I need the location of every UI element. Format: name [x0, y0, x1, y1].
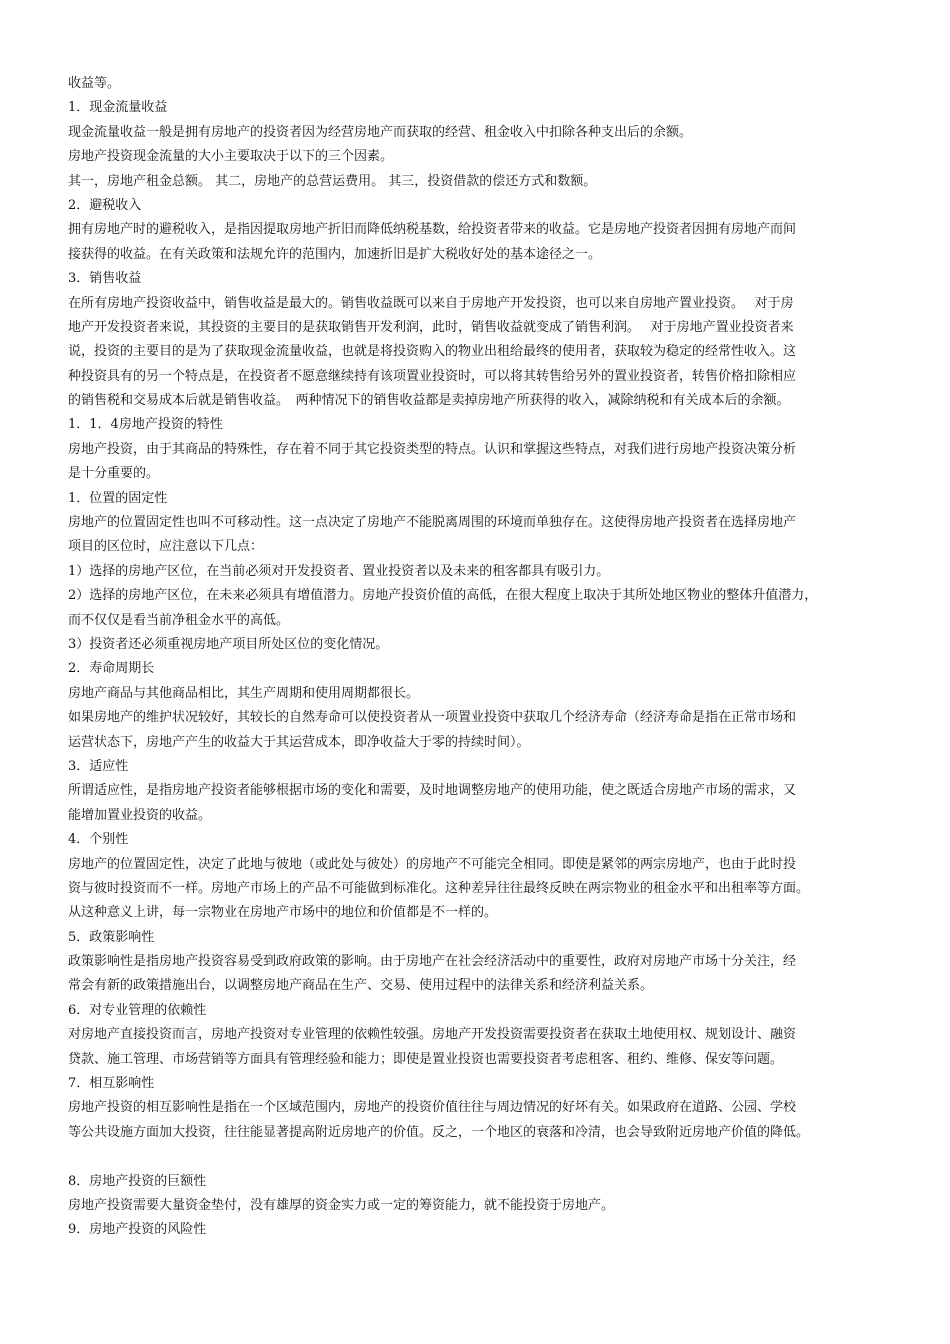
text-line: 房地产商品与其他商品相比，其生产周期和使用周期都很长。 — [68, 685, 420, 701]
text-line: 从这种意义上讲，每一宗物业在房地产市场中的地位和价值都是不一样的。 — [68, 905, 498, 921]
text-line: 房地产的位置固定性也叫不可移动性。这一点决定了房地产不能脱离周围的环境而单独存在。这使得房地产投资者在选择房地产 — [68, 515, 797, 531]
text-line: 8．房地产投资的巨额性 — [68, 1173, 207, 1189]
text-line: 常会有新的政策措施出台，以调整房地产商品在生产、交易、使用过程中的法律关系和经济利益关系。 — [68, 978, 654, 994]
text-line: 项目的区位时，应注意以下几点： — [68, 539, 264, 555]
text-line: 能增加置业投资的收益。 — [68, 807, 212, 823]
text-line: 5．政策影响性 — [68, 929, 155, 945]
text-line: 房地产投资需要大量资金垫付，没有雄厚的资金实力或一定的筹资能力，就不能投资于房地产。 — [68, 1197, 615, 1213]
text-line: 3．适应性 — [68, 758, 129, 774]
text-line: 1．1．4房地产投资的特性 — [68, 417, 223, 433]
text-line: 1）选择的房地产区位，在当前必须对开发投资者、置业投资者以及未来的租客都具有吸引力。 — [68, 563, 610, 579]
text-line: 7．相互影响性 — [68, 1076, 155, 1092]
text-line: 2．避税收入 — [68, 197, 142, 213]
text-line: 在所有房地产投资收益中，销售收益是最大的。销售收益既可以来自于房地产开发投资，也可以来自房地产置业投资。 对于房 — [68, 295, 794, 311]
text-line: 2）选择的房地产区位，在未来必须具有增值潜力。房地产投资价值的高低，在很大程度上取决于其所处地区物业的整体升值潜力， — [68, 588, 818, 604]
text-line: 3）投资者还必须重视房地产项目所处区位的变化情况。 — [68, 636, 389, 652]
text-line: 的销售税和交易成本后就是销售收益。 两种情况下的销售收益都是卖掉房地产所获得的收入，减除纳税和有关成本后的余额。 — [68, 393, 790, 409]
text-line: 所谓适应性，是指房地产投资者能够根据市场的变化和需要，及时地调整房地产的使用功能，使之既适合房地产市场的需求，又 — [68, 783, 797, 799]
text-line: 其一，房地产租金总额。 其二，房地产的总营运费用。 其三，投资借款的偿还方式和数额。 — [68, 173, 597, 189]
text-line: 等公共设施方面加大投资，往往能显著提高附近房地产的价值。反之，一个地区的衰落和冷清，也会导致附近房地产价值的降低。 — [68, 1124, 810, 1140]
text-line: 房地产投资，由于其商品的特殊性，存在着不同于其它投资类型的特点。认识和掌握这些特点，对我们进行房地产投资决策分析 — [68, 441, 797, 457]
text-line: 1．位置的固定性 — [68, 490, 168, 506]
text-line: 是十分重要的。 — [68, 466, 160, 482]
text-line: 运营状态下，房地产产生的收益大于其运营成本，即净收益大于零的持续时间）。 — [68, 734, 530, 750]
blank-line — [68, 1145, 888, 1169]
document-page — [68, 72, 888, 1243]
text-line: 对房地产直接投资而言，房地产投资对专业管理的依赖性较强。房地产开发投资需要投资者在获取土地使用权、规划设计、融资 — [68, 1027, 797, 1043]
text-line: 收益等。 — [68, 76, 121, 91]
text-line: 资与彼时投资而不一样。房地产市场上的产品不可能做到标准化。这种差异往往最终反映在两宗物业的租金水平和出租率等方面。 — [68, 880, 810, 896]
text-line: 而不仅仅是看当前净租金水平的高低。 — [68, 612, 290, 628]
text-line: 房地产的位置固定性，决定了此地与彼地（或此处与彼处）的房地产不可能完全相同。即使是紧邻的两宗房地产，也由于此时投 — [68, 856, 797, 872]
text-line: 地产开发投资者来说，其投资的主要目的是获取销售开发利润，此时，销售收益就变成了销售利润。 对于房地产置业投资者来 — [68, 319, 794, 335]
text-line: 政策影响性是指房地产投资容易受到政府政策的影响。由于房地产在社会经济活动中的重要性，政府对房地产市场十分关注，经 — [68, 954, 797, 970]
text-line: 现金流量收益一般是拥有房地产的投资者因为经营房地产而获取的经营、租金收入中扣除各种支出后的余额。 — [68, 124, 693, 140]
text-line: 1．现金流量收益 — [68, 100, 168, 116]
text-line: 房地产投资现金流量的大小主要取决于以下的三个因素。 — [68, 149, 394, 165]
text-line: 4．个别性 — [68, 832, 129, 848]
text-line: 6．对专业管理的依赖性 — [68, 1002, 207, 1018]
text-line: 3．销售收益 — [68, 271, 142, 287]
text-line: 拥有房地产时的避税收入，是指因提取房地产折旧而降低纳税基数，给投资者带来的收益。它是房地产投资者因拥有房地产而间 — [68, 222, 797, 238]
text-line: 房地产投资的相互影响性是指在一个区域范围内，房地产的投资价值往往与周边情况的好坏有关。如果政府在道路、公园、学校 — [68, 1100, 797, 1116]
text-line: 接获得的收益。在有关政策和法规允许的范围内，加速折旧是扩大税收好处的基本途径之一。 — [68, 246, 602, 262]
text-line: 如果房地产的维护状况较好，其较长的自然寿命可以使投资者从一项置业投资中获取几个经济寿命（经济寿命是指在正常市场和 — [68, 710, 797, 726]
text-line: 贷款、施工管理、市场营销等方面具有管理经验和能力；即使是置业投资也需要投资者考虑租客、租约、维修、保安等问题。 — [68, 1051, 784, 1067]
text-line: 2．寿命周期长 — [68, 661, 155, 677]
text-line: 说，投资的主要目的是为了获取现金流量收益，也就是将投资购入的物业出租给最终的使用者，获取较为稳定的经常性收入。这 — [68, 344, 797, 360]
text-line: 9．房地产投资的风险性 — [68, 1222, 207, 1238]
text-line: 种投资具有的另一个特点是，在投资者不愿意继续持有该项置业投资时，可以将其转售给另外的置业投资者，转售价格扣除相应 — [68, 368, 797, 384]
